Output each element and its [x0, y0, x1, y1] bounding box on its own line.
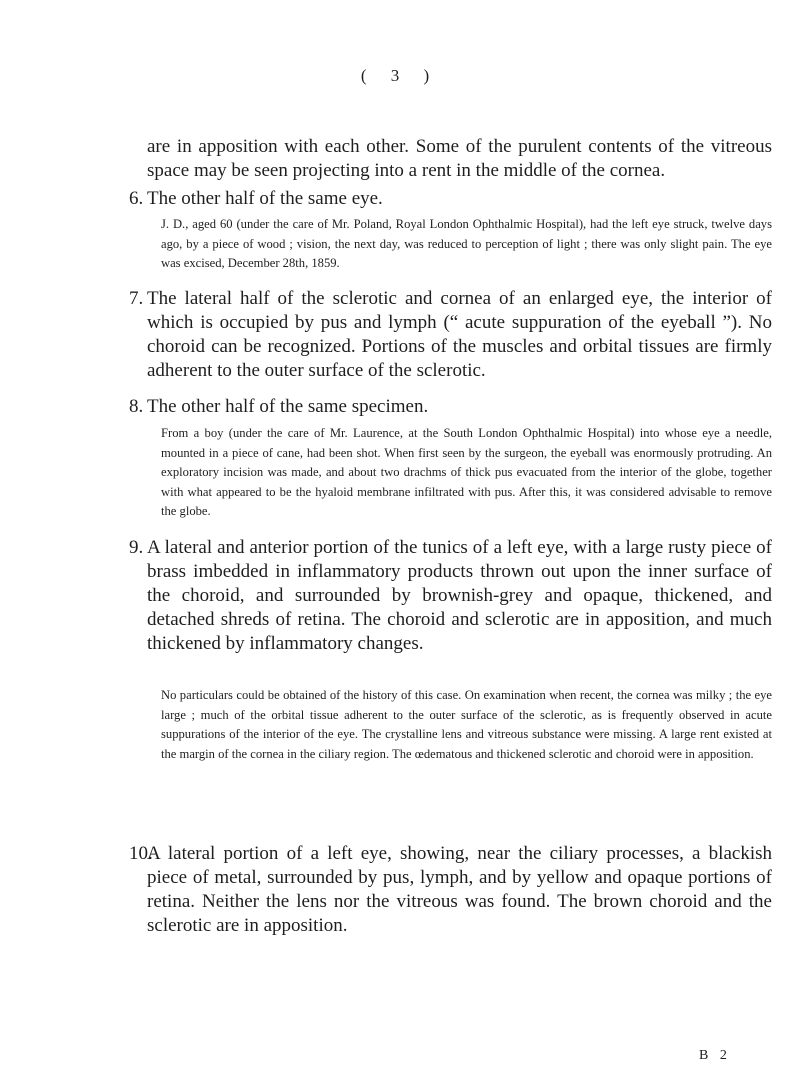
- entry-10: [129, 842, 772, 938]
- entry-description: are in apposition with each other. Some of the purulent contents of the vitreous space may be seen projecting into a rent in the middle of the cornea.: [147, 136, 772, 181]
- entry-9-case: [147, 686, 772, 764]
- entry-number: 6.: [129, 188, 144, 209]
- entry-6-case: [147, 215, 772, 274]
- entry-number: 9.: [129, 537, 144, 558]
- signature-mark: B 2: [699, 1048, 731, 1063]
- page-number: ( 3 ): [360, 66, 440, 85]
- entry-number: 8.: [129, 396, 144, 417]
- entry-number: 10.: [129, 843, 153, 864]
- case-note: From a boy (under the care of Mr. Laurence, at the South London Ophthalmic Hospital) into whose eye a needle, mounted in a piece of cane, had been shot. When first seen by the surgeon, the eyeball was enormously protruding. An exploratory incision was made, and about two drachms of thick pus evacuated from the interior of the globe, together with what appeared to be the hyaloid membrane infiltrated with pus. After this, it was considered advisable to remove the globe.: [161, 426, 772, 518]
- entry-description: 7. The lateral half of the sclerotic and cornea of an enlarged eye, the interior of which is occupied by pus and lymph (“ acute suppuration of the eyeball ”). No choroid can be recognized. Portions of the muscles and orbital tissues are firmly adherent to the outer surface of the sclerotic.: [129, 288, 772, 381]
- entry-description: 6. The other half of the same eye.: [129, 188, 383, 209]
- entry-description: 9. A lateral and anterior portion of the tunics of a left eye, with a large rusty piece of brass imbedded in inflammatory products thrown out upon the inner surface of the choroid, and surrounded by brownish-grey and opaque, thickened, and detached shreds of retina. The choroid and sclerotic are in apposition, and much thickened by inflammatory changes.: [129, 537, 772, 654]
- entry-6: [129, 187, 772, 211]
- entry-number: 7.: [129, 288, 144, 309]
- entry-8: [129, 395, 772, 419]
- case-note: No particulars could be obtained of the history of this case. On examination when recent, the cornea was milky ; the eye large ; much of the orbital tissue adherent to the outer surface of the sclerotic, as is frequently observed in acute suppurations of the interior of the eye. The crystalline lens and vitreous substance were missing. A large rent existed at the margin of the cornea in the ciliary region. The œdematous and thickened sclerotic and choroid were in apposition.: [161, 688, 772, 761]
- entry-8-case: [147, 424, 772, 522]
- entry-7: [129, 287, 772, 383]
- entry-continuation: [147, 135, 772, 183]
- case-note: J. D., aged 60 (under the care of Mr. Poland, Royal London Ophthalmic Hospital), had the left eye struck, twelve days ago, by a piece of wood ; vision, the next day, was reduced to perception of light ; there was only slight pain. The eye was excised, December 28th, 1859.: [161, 217, 772, 270]
- entry-9: [129, 536, 772, 656]
- entry-description: 10. A lateral portion of a left eye, showing, near the ciliary processes, a blackish piece of metal, surrounded by pus, lymph, and by yellow and opaque portions of retina. Neither the lens nor the vitreous was found. The brown choroid and the sclerotic are in apposition.: [129, 843, 772, 936]
- entry-description: 8. The other half of the same specimen.: [129, 396, 429, 417]
